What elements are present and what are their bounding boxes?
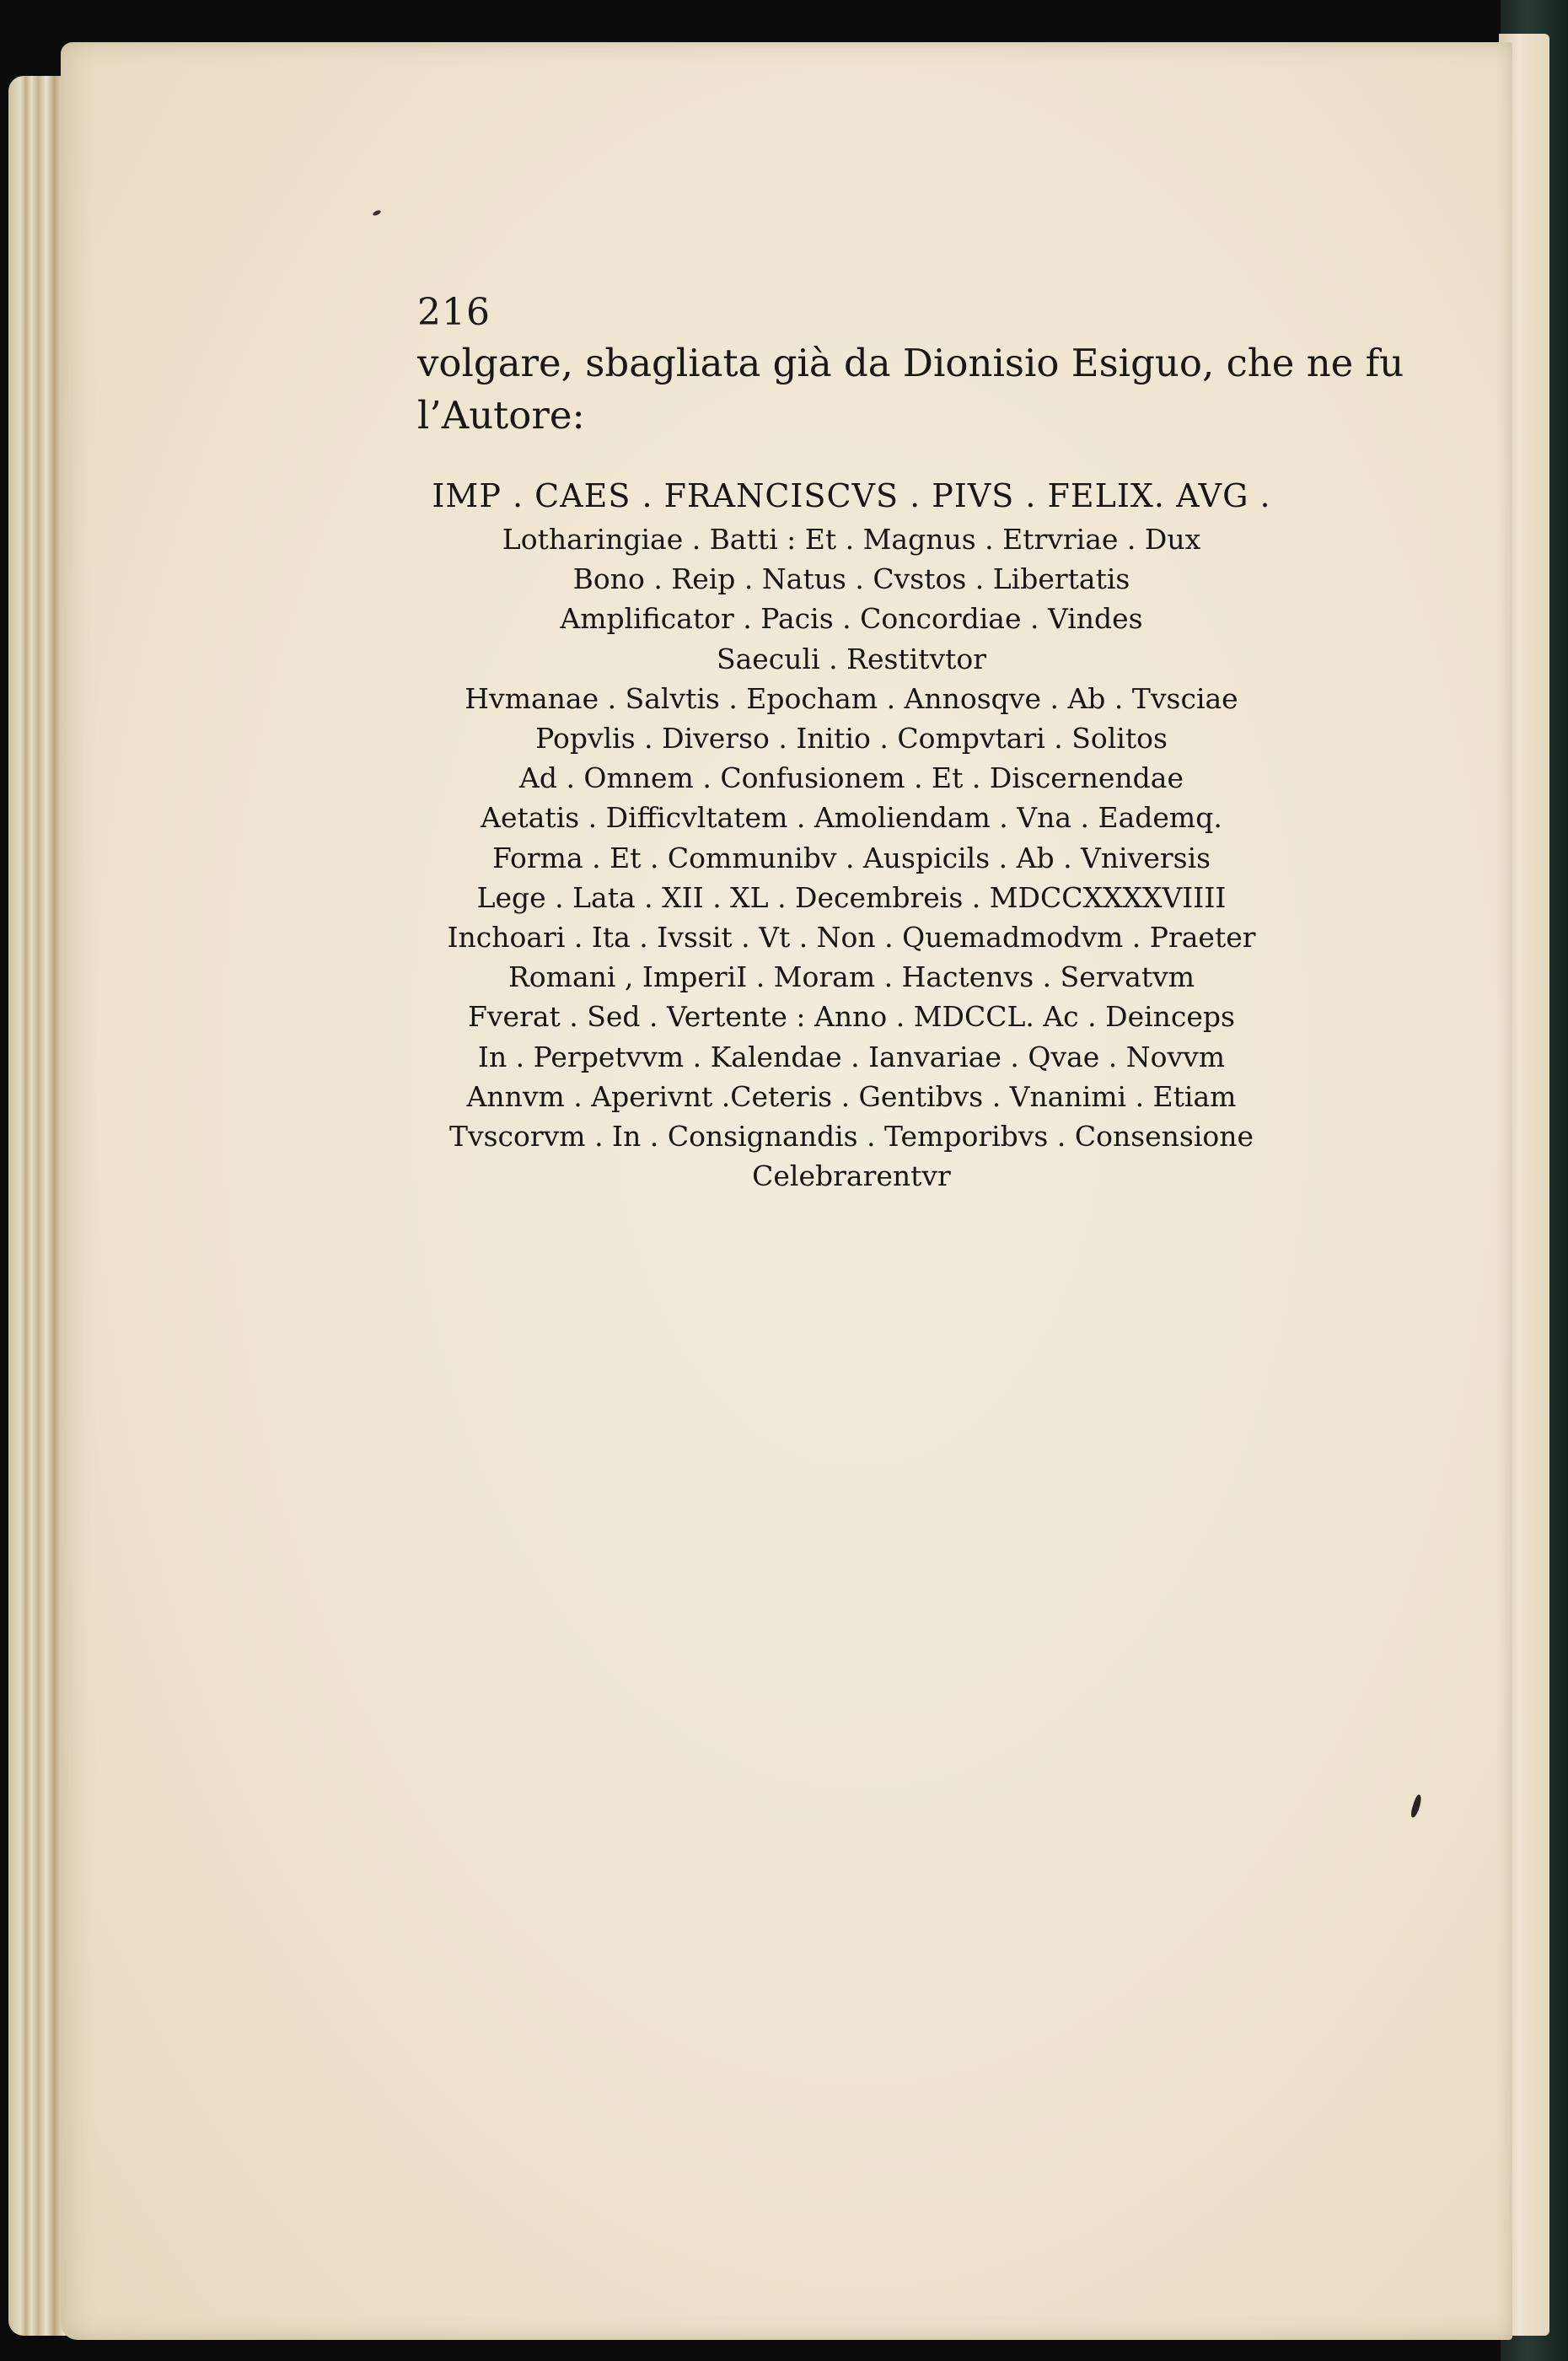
latin-inscription (430, 472, 1273, 1196)
inscription-line: Popvlis . Diverso . Initio . Compvtari . Solitos (535, 722, 1168, 756)
inscription-line: Fverat . Sed . Vertente : Anno . MDCCL. Ac . Deinceps (468, 1000, 1235, 1034)
inscription-line: Bono . Reip . Natus . Cvstos . Libertatis (572, 562, 1130, 596)
inscription-line: Saeculi . Restitvtor (716, 642, 987, 675)
inscription-line: Hvmanae . Salvtis . Epocham . Annosqve . Ab . Tvsciae (464, 681, 1238, 715)
intro-line: volgare, sbagliata già da Dionisio Esiguo, che ne fu (417, 341, 1404, 385)
inscription-line: Inchoari . Ita . Ivssit . Vt . Non . Quemadmodvm . Praeter (447, 921, 1256, 955)
page-number: 216 (417, 291, 491, 334)
inscription-line: Aetatis . Difficvltatem . Amoliendam . Vna . Eademq. (481, 801, 1222, 835)
inscription-line: Celebrarentvr (752, 1159, 951, 1193)
intro-text (417, 337, 1404, 442)
inscription-line: Romani , ImperiI . Moram . Hactenvs . Servatvm (507, 960, 1195, 994)
inscription-line: In . Perpetvvm . Kalendae . Ianvariae . Qvae . Novvm (477, 1040, 1226, 1073)
inscription-line: Annvm . Aperivnt .Ceteris . Gentibvs . Vnanimi . Etiam (466, 1079, 1237, 1113)
inscription-line: Tvscorvm . In . Consignandis . Temporibvs . Consensione (448, 1120, 1254, 1154)
inscription-line: Lotharingiae . Batti : Et . Magnus . Etrvriae . Dux (502, 523, 1201, 556)
intro-line: l’Autore: (417, 393, 585, 438)
inscription-line: Ad . Omnem . Confusionem . Et . Discernendae (519, 761, 1184, 795)
inscription-line: Lege . Lata . XII . XL . Decembreis . MDCCXXXXVIIII (476, 880, 1227, 914)
inscription-line: Amplificator . Pacis . Concordiae . Vindes (560, 602, 1143, 636)
ink-speck (372, 209, 381, 217)
inscription-line: Forma . Et . Communibv . Auspicils . Ab . Vniversis (491, 841, 1211, 874)
inscription-title: IMP . CAES . FRANCISCVS . PIVS . FELIX. AVG . (432, 477, 1271, 514)
